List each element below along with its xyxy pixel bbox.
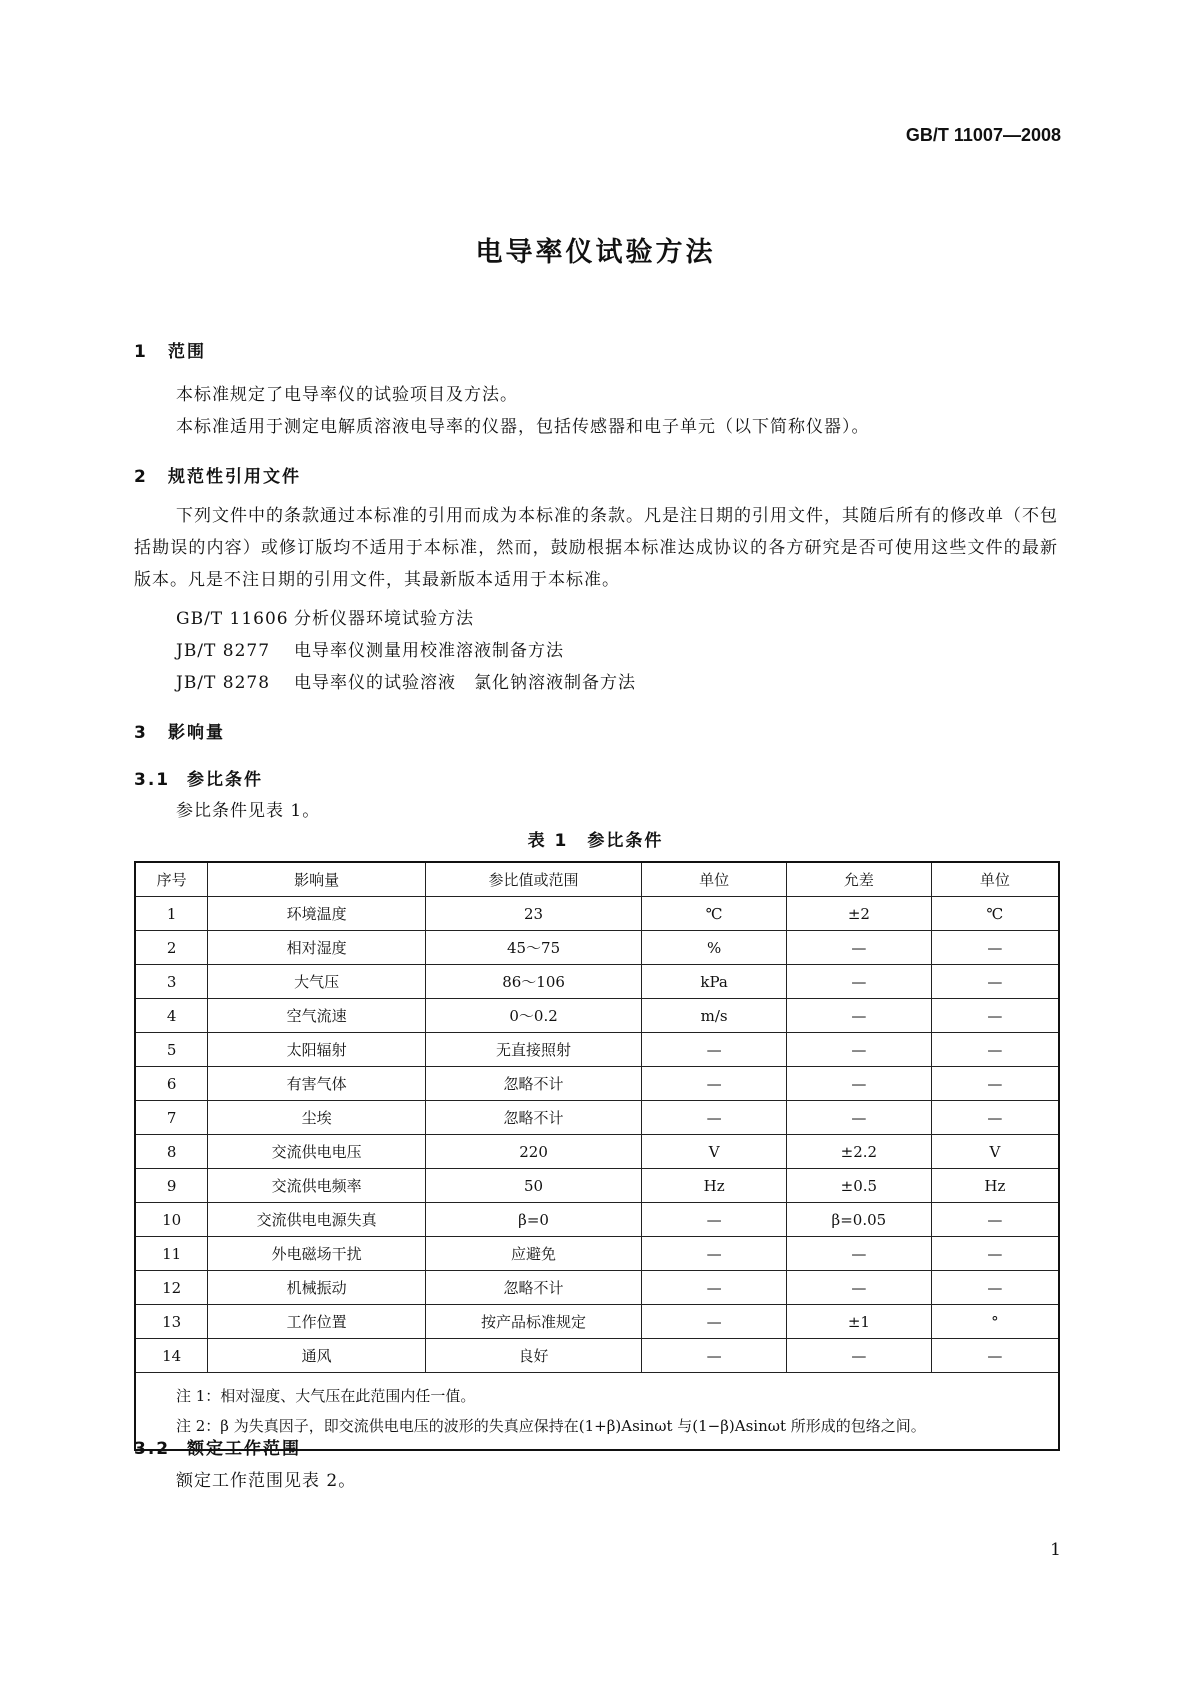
table-cell: 13 (135, 1305, 208, 1339)
table-cell: 忽略不计 (425, 1271, 642, 1305)
table-cell: 环境温度 (208, 897, 425, 931)
reference-item (176, 668, 636, 693)
table-cell: 应避免 (425, 1237, 642, 1271)
table-cell: — (787, 1339, 932, 1373)
document-title: 电导率仪试验方法 (475, 237, 716, 268)
reference-name: 电导率仪的试验溶液 氯化钠溶液制备方法 (294, 673, 636, 693)
table-cell: 10 (135, 1203, 208, 1237)
table-cell: 23 (425, 897, 642, 931)
table-cell: — (931, 1067, 1059, 1101)
table-row (135, 965, 1059, 999)
table-cell: β=0 (425, 1203, 642, 1237)
table-cell: 相对湿度 (208, 931, 425, 965)
table-cell: — (787, 1033, 932, 1067)
table-row (135, 1067, 1059, 1101)
table-cell: 太阳辐射 (208, 1033, 425, 1067)
table-cell: 0～0.2 (425, 999, 642, 1033)
table-cell: — (787, 999, 932, 1033)
table-cell: 12 (135, 1271, 208, 1305)
table-cell: ℃ (642, 897, 787, 931)
header-cell: 单位 (931, 862, 1059, 897)
table-row (135, 1169, 1059, 1203)
table-cell: — (931, 1339, 1059, 1373)
table-row (135, 1033, 1059, 1067)
table-note-2: 注 2：β 为失真因子，即交流供电电压的波形的失真应保持在(1+β)Asinωt 与(1−β)Asinωt 所形成的包络之间。 (176, 1417, 926, 1435)
table-cell: — (787, 965, 932, 999)
table-cell: — (642, 1305, 787, 1339)
table-cell: 尘埃 (208, 1101, 425, 1135)
section-3-1-text: 参比条件见表 1。 (176, 801, 321, 821)
section-title: 规范性引用文件 (168, 467, 301, 487)
section-3-2-text: 额定工作范围见表 2。 (176, 1471, 357, 1491)
table-cell: ° (931, 1305, 1059, 1339)
table-cell: 通风 (208, 1339, 425, 1373)
table-cell: Hz (642, 1169, 787, 1203)
table-row (135, 1135, 1059, 1169)
table-cell: — (642, 1203, 787, 1237)
table-cell: — (642, 1033, 787, 1067)
table-row (135, 1203, 1059, 1237)
section-number: 1 (134, 342, 148, 362)
table-cell: V (931, 1135, 1059, 1169)
table-cell: Hz (931, 1169, 1059, 1203)
table-cell: 6 (135, 1067, 208, 1101)
table-cell: ±1 (787, 1305, 932, 1339)
table-cell: 交流供电电压 (208, 1135, 425, 1169)
section-3-1-heading (134, 765, 263, 790)
section-title: 范围 (168, 342, 206, 362)
table-cell: 按产品标准规定 (425, 1305, 642, 1339)
section-1-paragraph-1: 本标准规定了电导率仪的试验项目及方法。 (176, 385, 518, 405)
table-cell: — (642, 1067, 787, 1101)
table-cell: 忽略不计 (425, 1067, 642, 1101)
reference-code: GB/T 11606 (176, 609, 289, 629)
table-row (135, 1237, 1059, 1271)
table-cell: 9 (135, 1169, 208, 1203)
reference-item (176, 636, 564, 661)
section-title: 额定工作范围 (187, 1439, 301, 1459)
reference-code: JB/T 8277 (176, 641, 271, 661)
table-cell: 2 (135, 931, 208, 965)
section-title: 影响量 (168, 723, 225, 743)
table-cell: kPa (642, 965, 787, 999)
table-cell: 空气流速 (208, 999, 425, 1033)
section-1-paragraph-2: 本标准适用于测定电解质溶液电导率的仪器，包括传感器和电子单元（以下简称仪器）。 (176, 417, 870, 437)
table-cell: 3 (135, 965, 208, 999)
table-cell: — (787, 931, 932, 965)
table-cell: 86～106 (425, 965, 642, 999)
table-cell: 1 (135, 897, 208, 931)
section-2-paragraph: 下列文件中的条款通过本标准的引用而成为本标准的条款。凡是注日期的引用文件，其随后所有的修改单（不包括勘误的内容）或修订版均不适用于本标准，然而，鼓励根据本标准达成协议的各方研究是否可使用这些文件的最新版本。凡是不注日期的引用文件，其最新版本适用于本标准。 (134, 506, 1058, 590)
table-cell: — (787, 1101, 932, 1135)
section-title: 参比条件 (187, 770, 263, 790)
table-cell: ±2.2 (787, 1135, 932, 1169)
table-cell: 220 (425, 1135, 642, 1169)
table-cell: — (642, 1271, 787, 1305)
table-cell: 7 (135, 1101, 208, 1135)
table-cell: V (642, 1135, 787, 1169)
table-cell: 工作位置 (208, 1305, 425, 1339)
table-row (135, 897, 1059, 931)
table-cell: — (931, 1237, 1059, 1271)
header-cell: 影响量 (208, 862, 425, 897)
table-cell: 机械振动 (208, 1271, 425, 1305)
table-cell: — (931, 1203, 1059, 1237)
table-cell: ±0.5 (787, 1169, 932, 1203)
header-cell: 序号 (135, 862, 208, 897)
section-1-heading (134, 337, 206, 362)
table-cell: 交流供电频率 (208, 1169, 425, 1203)
section-number: 3.1 (134, 770, 171, 790)
reference-name: 分析仪器环境试验方法 (294, 609, 474, 629)
table-cell: — (787, 1067, 932, 1101)
table-cell: — (787, 1271, 932, 1305)
section-3-2-heading (134, 1434, 301, 1459)
table-row (135, 931, 1059, 965)
table-row (135, 999, 1059, 1033)
reference-item (176, 604, 474, 629)
table-cell: 忽略不计 (425, 1101, 642, 1135)
header-cell: 单位 (642, 862, 787, 897)
table-cell: ±2 (787, 897, 932, 931)
table-caption: 表 1 参比条件 (527, 831, 664, 851)
table-cell: % (642, 931, 787, 965)
table-cell: — (931, 1033, 1059, 1067)
table-cell: 有害气体 (208, 1067, 425, 1101)
table-cell: ℃ (931, 897, 1059, 931)
table-cell: — (931, 1101, 1059, 1135)
header-cell: 参比值或范围 (425, 862, 642, 897)
table-cell: 良好 (425, 1339, 642, 1373)
table-row (135, 1305, 1059, 1339)
table-cell: — (642, 1101, 787, 1135)
section-2-heading (134, 462, 301, 487)
table-cell: 5 (135, 1033, 208, 1067)
table-row (135, 1271, 1059, 1305)
section-number: 3 (134, 723, 148, 743)
standard-number: GB/T 11007—2008 (905, 125, 1061, 145)
table-cell: 无直接照射 (425, 1033, 642, 1067)
table-cell: 交流供电电源失真 (208, 1203, 425, 1237)
table-cell: — (787, 1237, 932, 1271)
header-cell: 允差 (787, 862, 932, 897)
table-cell: 14 (135, 1339, 208, 1373)
table-cell: 大气压 (208, 965, 425, 999)
table-cell: — (931, 965, 1059, 999)
page-number: 1 (1050, 1540, 1061, 1560)
table-cell: — (931, 1271, 1059, 1305)
table-header-row (135, 862, 1059, 897)
table-cell: β=0.05 (787, 1203, 932, 1237)
table-cell: 8 (135, 1135, 208, 1169)
reference-name: 电导率仪测量用校准溶液制备方法 (294, 641, 564, 661)
table-cell: 45～75 (425, 931, 642, 965)
table-cell: — (642, 1237, 787, 1271)
section-3-heading (134, 718, 225, 743)
table-cell: — (931, 999, 1059, 1033)
table-row (135, 1339, 1059, 1373)
table-cell: 外电磁场干扰 (208, 1237, 425, 1271)
section-number: 3.2 (134, 1439, 171, 1459)
reference-code: JB/T 8278 (176, 673, 271, 693)
table-cell: — (642, 1339, 787, 1373)
table-cell: 4 (135, 999, 208, 1033)
table-cell: m/s (642, 999, 787, 1033)
reference-conditions-table (134, 861, 1060, 1451)
table-cell: 50 (425, 1169, 642, 1203)
section-number: 2 (134, 467, 148, 487)
table-cell: 11 (135, 1237, 208, 1271)
table-cell: — (931, 931, 1059, 965)
table-row (135, 1101, 1059, 1135)
table-note-1: 注 1：相对湿度、大气压在此范围内任一值。 (176, 1387, 476, 1405)
